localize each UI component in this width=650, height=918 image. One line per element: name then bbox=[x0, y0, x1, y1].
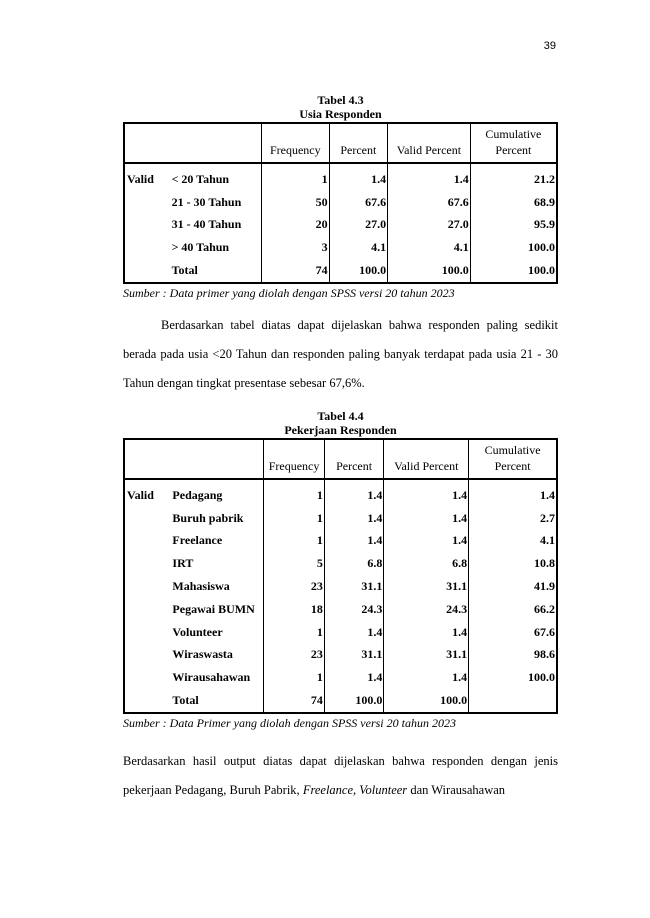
cell-percent: 1.4 bbox=[324, 479, 384, 507]
cell-frequency: 1 bbox=[264, 507, 325, 530]
cell-percent: 31.1 bbox=[324, 644, 384, 667]
table-usia-block bbox=[123, 93, 558, 301]
cell-valid-percent: 1.4 bbox=[384, 530, 469, 553]
row-category: Total bbox=[170, 259, 262, 283]
cell-frequency: 5 bbox=[264, 552, 325, 575]
table-subtitle: Pekerjaan Responden bbox=[284, 423, 397, 437]
table-header-row bbox=[124, 123, 557, 163]
row-category: Buruh pabrik bbox=[170, 507, 263, 530]
table-row bbox=[124, 621, 557, 644]
row-group-label bbox=[124, 259, 170, 283]
paragraph-pekerjaan bbox=[123, 747, 558, 805]
paragraph-italic-term: Volunteer bbox=[359, 783, 408, 797]
row-group-label bbox=[124, 507, 170, 530]
header-percent: Percent bbox=[329, 123, 387, 163]
cell-cumulative-percent: 10.8 bbox=[469, 552, 557, 575]
cell-valid-percent: 31.1 bbox=[384, 575, 469, 598]
row-group-label: Valid bbox=[127, 171, 154, 186]
cell-cumulative-percent: 95.9 bbox=[470, 214, 557, 237]
table-row bbox=[124, 214, 557, 237]
cell-percent: 100.0 bbox=[324, 689, 384, 713]
table-row bbox=[124, 598, 557, 621]
cell-cumulative-percent: 1.4 bbox=[469, 479, 557, 507]
header-cumulative-percent: Cumulative Percent bbox=[470, 123, 557, 163]
cell-valid-percent: 1.4 bbox=[384, 666, 469, 689]
row-category: 21 - 30 Tahun bbox=[170, 191, 262, 214]
row-group-label bbox=[124, 530, 170, 553]
cell-cumulative-percent: 98.6 bbox=[469, 644, 557, 667]
table-row bbox=[124, 191, 557, 214]
row-category: < 20 Tahun bbox=[170, 163, 262, 191]
cell-frequency: 1 bbox=[264, 621, 325, 644]
cell-frequency: 23 bbox=[264, 575, 325, 598]
table-row bbox=[124, 552, 557, 575]
table-row bbox=[124, 163, 557, 191]
cell-cumulative-percent: 66.2 bbox=[469, 598, 557, 621]
table-title: Tabel 4.3 bbox=[317, 93, 364, 107]
cell-percent: 1.4 bbox=[324, 666, 384, 689]
cell-percent: 31.1 bbox=[324, 575, 384, 598]
header-frequency: Frequency bbox=[262, 123, 330, 163]
cell-percent: 1.4 bbox=[329, 163, 387, 191]
paragraph-text: dan Wirausahawan bbox=[407, 783, 506, 797]
cell-valid-percent: 67.6 bbox=[388, 191, 471, 214]
cell-valid-percent: 27.0 bbox=[388, 214, 471, 237]
table-source: Sumber : Data Primer yang diolah dengan SPSS versi 20 tahun 2023 bbox=[123, 715, 456, 730]
cell-valid-percent: 31.1 bbox=[384, 644, 469, 667]
table-usia bbox=[123, 122, 558, 284]
paragraph-usia: Berdasarkan tabel diatas dapat dijelaskan bahwa responden paling sedikit berada pada usia <20 Tahun dan responden paling banyak terdapat pada usia 21 - 30 Tahun dengan tingkat presentase sebesar 67,6%. bbox=[123, 318, 558, 390]
row-group-label bbox=[124, 689, 170, 713]
cell-frequency: 20 bbox=[262, 214, 330, 237]
row-group-label bbox=[124, 598, 170, 621]
table-row bbox=[124, 236, 557, 259]
cell-cumulative-percent: 41.9 bbox=[469, 575, 557, 598]
row-group-label bbox=[124, 644, 170, 667]
row-group-label bbox=[124, 191, 170, 214]
header-valid-percent: Valid Percent bbox=[388, 123, 471, 163]
header-blank bbox=[124, 123, 262, 163]
row-group-label bbox=[124, 575, 170, 598]
cell-frequency: 74 bbox=[262, 259, 330, 283]
row-group-label bbox=[124, 666, 170, 689]
row-category: Volunteer bbox=[170, 621, 263, 644]
row-group-label bbox=[124, 552, 170, 575]
table-row bbox=[124, 644, 557, 667]
cell-cumulative-percent: 68.9 bbox=[470, 191, 557, 214]
table-subtitle: Usia Responden bbox=[299, 107, 382, 121]
table-source: Sumber : Data primer yang diolah dengan SPSS versi 20 tahun 2023 bbox=[123, 285, 455, 300]
row-group-label bbox=[124, 214, 170, 237]
header-frequency: Frequency bbox=[264, 439, 325, 479]
row-category: Freelance bbox=[170, 530, 263, 553]
table-row bbox=[124, 259, 557, 283]
cell-cumulative-percent: 100.0 bbox=[469, 666, 557, 689]
table-row bbox=[124, 530, 557, 553]
cell-cumulative-percent: 67.6 bbox=[469, 621, 557, 644]
table-row bbox=[124, 479, 557, 507]
table-pekerjaan bbox=[123, 438, 558, 714]
cell-cumulative-percent: 2.7 bbox=[469, 507, 557, 530]
cell-percent: 1.4 bbox=[324, 507, 384, 530]
table-row bbox=[124, 575, 557, 598]
cell-valid-percent: 24.3 bbox=[384, 598, 469, 621]
row-group-label bbox=[124, 621, 170, 644]
cell-valid-percent: 6.8 bbox=[384, 552, 469, 575]
cell-percent: 1.4 bbox=[324, 621, 384, 644]
cell-frequency: 23 bbox=[264, 644, 325, 667]
cell-valid-percent: 100.0 bbox=[384, 689, 469, 713]
row-category: Mahasiswa bbox=[170, 575, 263, 598]
cell-frequency: 1 bbox=[264, 530, 325, 553]
row-category: 31 - 40 Tahun bbox=[170, 214, 262, 237]
cell-frequency: 18 bbox=[264, 598, 325, 621]
header-valid-percent: Valid Percent bbox=[384, 439, 469, 479]
paragraph-text: , bbox=[353, 783, 360, 797]
row-category: Wirausahawan bbox=[170, 666, 263, 689]
cell-frequency: 3 bbox=[262, 236, 330, 259]
cell-percent: 100.0 bbox=[329, 259, 387, 283]
paragraph-text: Berdasarkan hasil output diatas dapat dijelaskan bahwa responden dengan jenis pekerjaan Pedagang, Buruh Pabrik, bbox=[123, 754, 558, 797]
row-category: Wiraswasta bbox=[170, 644, 263, 667]
cell-cumulative-percent: 4.1 bbox=[469, 530, 557, 553]
cell-cumulative-percent: 21.2 bbox=[470, 163, 557, 191]
row-category: Pegawai BUMN bbox=[170, 598, 263, 621]
cell-valid-percent: 100.0 bbox=[388, 259, 471, 283]
cell-frequency: 1 bbox=[264, 479, 325, 507]
cell-percent: 27.0 bbox=[329, 214, 387, 237]
cell-frequency: 74 bbox=[264, 689, 325, 713]
table-row bbox=[124, 666, 557, 689]
cell-frequency: 50 bbox=[262, 191, 330, 214]
row-category: > 40 Tahun bbox=[170, 236, 262, 259]
row-category: Total bbox=[170, 689, 263, 713]
table-row bbox=[124, 507, 557, 530]
cell-valid-percent: 1.4 bbox=[384, 479, 469, 507]
cell-valid-percent: 1.4 bbox=[388, 163, 471, 191]
row-category: IRT bbox=[170, 552, 263, 575]
header-blank bbox=[124, 439, 264, 479]
cell-percent: 6.8 bbox=[324, 552, 384, 575]
cell-percent: 4.1 bbox=[329, 236, 387, 259]
cell-cumulative-percent: 100.0 bbox=[470, 259, 557, 283]
table-title: Tabel 4.4 bbox=[317, 409, 364, 423]
cell-cumulative-percent: 100.0 bbox=[470, 236, 557, 259]
header-cumulative-percent: Cumulative Percent bbox=[469, 439, 557, 479]
cell-cumulative-percent bbox=[469, 689, 557, 713]
cell-frequency: 1 bbox=[264, 666, 325, 689]
paragraph-italic-term: Freelance bbox=[302, 783, 354, 797]
table-header-row bbox=[124, 439, 557, 479]
cell-percent: 1.4 bbox=[324, 530, 384, 553]
cell-valid-percent: 1.4 bbox=[384, 621, 469, 644]
table-pekerjaan-block bbox=[123, 409, 558, 731]
cell-frequency: 1 bbox=[262, 163, 330, 191]
cell-percent: 24.3 bbox=[324, 598, 384, 621]
cell-valid-percent: 1.4 bbox=[384, 507, 469, 530]
row-group-label: Valid bbox=[127, 487, 154, 502]
header-percent: Percent bbox=[324, 439, 384, 479]
row-group-label bbox=[124, 236, 170, 259]
cell-percent: 67.6 bbox=[329, 191, 387, 214]
table-row bbox=[124, 689, 557, 713]
page-number: 39 bbox=[543, 40, 556, 52]
cell-valid-percent: 4.1 bbox=[388, 236, 471, 259]
row-category: Pedagang bbox=[170, 479, 263, 507]
